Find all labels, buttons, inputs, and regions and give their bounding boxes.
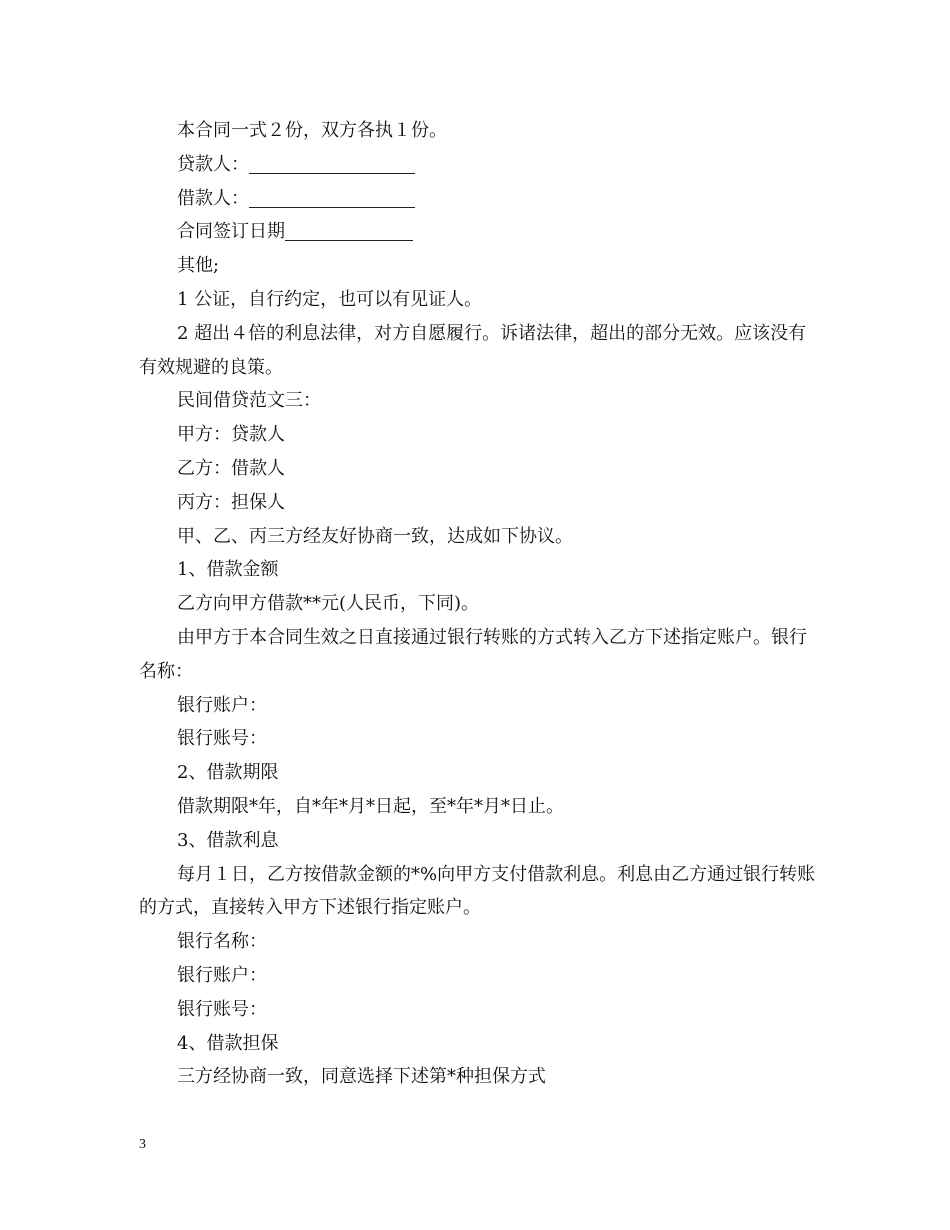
paragraph-transfer: 由甲方于本合同生效之日直接通过银行转账的方式转入乙方下述指定账户。银行名称：: [139, 626, 807, 682]
paragraph-guarantee: 三方经协商一致，同意选择下述第*种担保方式: [177, 1066, 546, 1088]
paragraph-loan-amount: 乙方向甲方借款**元(人民币，下同)。: [177, 593, 480, 615]
bank-account-number-2: 银行账号：: [177, 998, 267, 1020]
bank-account-name-1: 银行账户：: [177, 694, 267, 716]
paragraph-lender-signature: 贷款人：: [139, 148, 819, 182]
signing-date-blank: [285, 220, 413, 241]
clause-heading-interest: 3、借款利息: [177, 829, 279, 851]
page-number: 3: [139, 1137, 146, 1152]
paragraph-agreement: 甲、乙、丙三方经友好协商一致，达成如下协议。: [177, 525, 573, 547]
clause-heading-loan-term: 2、借款期限: [177, 762, 279, 784]
borrower-signature-blank: [249, 187, 415, 208]
bank-account-name-2: 银行账户：: [177, 964, 267, 986]
bank-name-2: 银行名称：: [177, 931, 267, 953]
party-a: 甲方：贷款人: [177, 424, 285, 446]
lender-signature-blank: [249, 153, 415, 174]
paragraph-interest-law: 2 超出４倍的利息法律，对方自愿履行。诉诸法律，超出的部分无效。应该没有有效规避的良策。: [139, 322, 807, 378]
clause-heading-guarantee: 4、借款担保: [177, 1032, 279, 1054]
paragraph-loan-term: 借款期限*年，自*年*月*日起，至*年*月*日止。: [177, 795, 564, 817]
paragraph-other: 其他;: [177, 255, 220, 277]
paragraph-borrower-signature: 借款人：: [139, 182, 819, 216]
party-c: 丙方：担保人: [177, 491, 285, 513]
party-b: 乙方：借款人: [177, 457, 285, 479]
document-body: [139, 114, 819, 1094]
paragraph-signing-date: 合同签订日期: [139, 215, 819, 249]
clause-heading-loan-amount: 1、借款金额: [177, 559, 279, 581]
paragraph-copies: 本合同一式２份，双方各执１份。: [177, 120, 447, 141]
paragraph-interest: 每月１日，乙方按借款金额的*%向甲方支付借款利息。利息由乙方通过银行转账的方式，直接转入甲方下述银行指定账户。: [139, 863, 816, 919]
bank-account-number-1: 银行账号：: [177, 728, 267, 750]
paragraph-notary: 1 公证，自行约定，也可以有见证人。: [177, 288, 483, 310]
section-title-sample-three: 民间借贷范文三：: [177, 390, 321, 412]
